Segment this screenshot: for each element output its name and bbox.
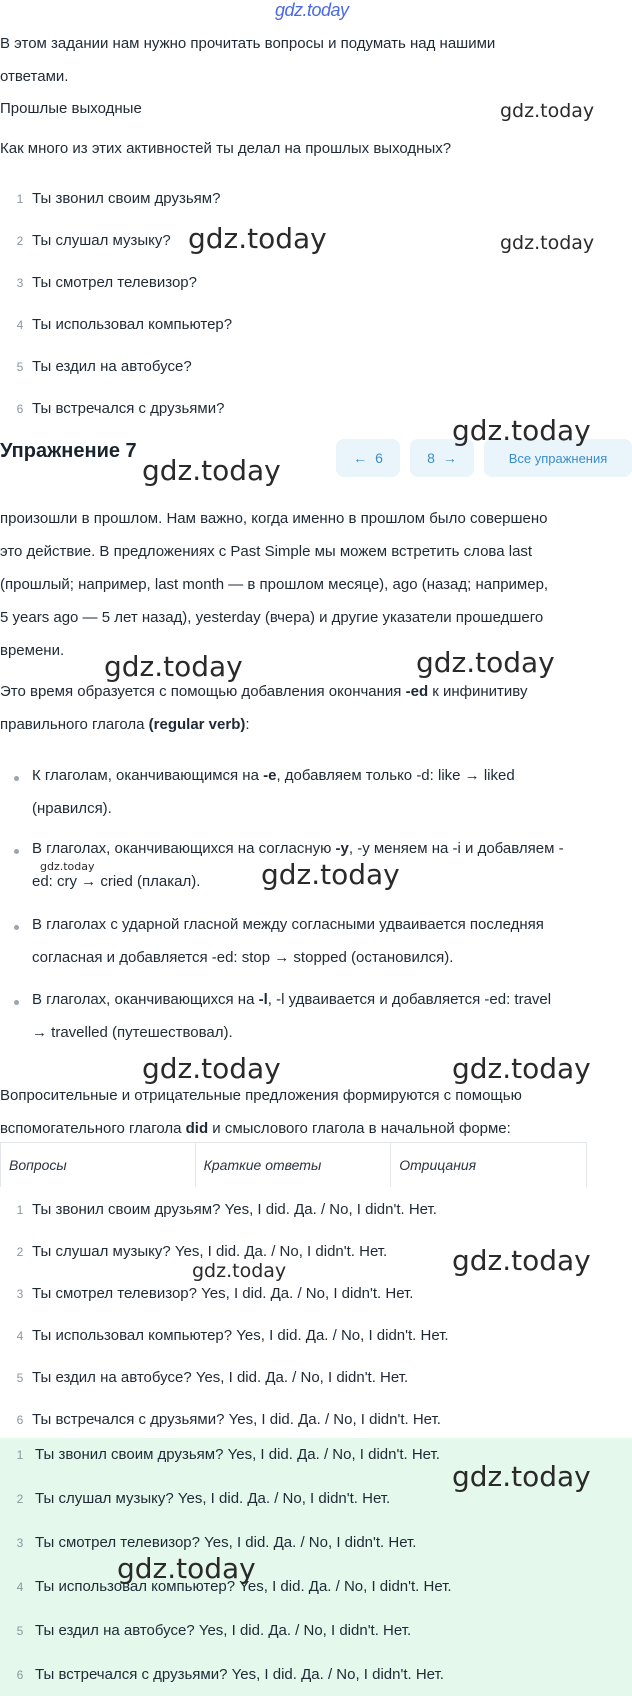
rule-line: К глаголам, оканчивающимся на -e, добавляем только -d: like → liked (32, 767, 515, 784)
arrow-left-icon: ← (353, 450, 368, 466)
question: Как много из этих активностей ты делал на прошлых выходных? (0, 140, 452, 157)
answer-item: 5 Ты ездил на автобусе? Yes, I did. Да. / No, I didn't. Нет. (16, 1622, 412, 1639)
answer-item: 2 Ты слушал музыку? Yes, I did. Да. / No, I didn't. Нет. (16, 1490, 391, 1507)
watermark: gdz.today (452, 1052, 591, 1085)
rule-line: В глаголах, оканчивающихся на согласную -y, -y меняем на -i и добавляем - (32, 840, 564, 857)
list-item: 5 Ты ездил на автобусе? (16, 358, 192, 375)
watermark: gdz.today (188, 222, 327, 255)
subtitle: Прошлые выходные (0, 100, 142, 117)
list-item: 2 Ты слушал музыку? (16, 232, 171, 249)
list-item: 3 Ты смотрел телевизор? (16, 274, 197, 291)
watermark: gdz.today (500, 232, 595, 254)
watermark: gdz.today (142, 1052, 281, 1085)
watermark: gdz.today (142, 454, 281, 487)
bullet (14, 849, 19, 854)
site-logo[interactable]: gdz.today (275, 0, 349, 20)
rule-line: → travelled (путешествовал). (32, 1024, 233, 1041)
rule-line: В глаголах, оканчивающихся на -l, -l удваивается и добавляется -ed: travel (32, 991, 552, 1008)
paragraph-line: Вопросительные и отрицательные предложения формируются с помощью (0, 1087, 522, 1104)
answer-item: 6 Ты встречался с друзьями? Yes, I did. Да. / No, I didn't. Нет. (16, 1666, 444, 1683)
watermark: gdz.today (452, 1460, 591, 1493)
table-header: Вопросы (1, 1143, 196, 1187)
answer-item: 3 Ты смотрел телевизор? Yes, I did. Да. / No, I didn't. Нет. (16, 1285, 414, 1302)
watermark: gdz.today (452, 1244, 591, 1277)
rule-line: ed: cry → cried (плакал). (32, 873, 201, 890)
forms-table (0, 1142, 587, 1187)
answer-item: 3 Ты смотрел телевизор? Yes, I did. Да. / No, I didn't. Нет. (16, 1534, 417, 1551)
answer-item: 6 Ты встречался с друзьями? Yes, I did. Да. / No, I didn't. Нет. (16, 1411, 441, 1428)
rule-line: согласная и добавляется -ed: stop → stopped (остановился). (32, 949, 454, 966)
bullet (14, 1000, 19, 1005)
list-item: 1 Ты звонил своим друзьям? (16, 190, 221, 207)
prev-exercise-button[interactable]: ← 6 (336, 439, 400, 477)
watermark: gdz.today (261, 858, 400, 891)
table-header: Краткие ответы (195, 1143, 391, 1187)
rule-line: (нравился). (32, 800, 112, 817)
intro-line-1: В этом задании нам нужно прочитать вопросы и подумать над нашими (0, 35, 496, 52)
paragraph-line: произошли в прошлом. Нам важно, когда именно в прошлом было совершено (0, 510, 548, 527)
bullet (14, 925, 19, 930)
answer-item: 4 Ты использовал компьютер? Yes, I did. Да. / No, I didn't. Нет. (16, 1578, 452, 1595)
answer-item: 1 Ты звонил своим друзьям? Yes, I did. Да. / No, I didn't. Нет. (16, 1446, 440, 1463)
answer-item: 4 Ты использовал компьютер? Yes, I did. Да. / No, I didn't. Нет. (16, 1327, 449, 1344)
table-header: Отрицания (391, 1143, 587, 1187)
answer-item: 1 Ты звонил своим друзьям? Yes, I did. Да. / No, I didn't. Нет. (16, 1201, 437, 1218)
paragraph-line: вспомогательного глагола did и смыслового глагола в начальной форме: (0, 1120, 511, 1137)
paragraph-line: это действие. В предложениях с Past Simple мы можем встретить слова last (0, 543, 533, 560)
paragraph-line: правильного глагола (regular verb): (0, 716, 250, 733)
arrow-right-icon: → (442, 450, 457, 466)
watermark: gdz.today (192, 1260, 287, 1282)
watermark: gdz.today (40, 860, 95, 873)
paragraph-line: (прошлый; например, last month — в прошлом месяце), ago (назад; например, (0, 576, 549, 593)
paragraph-line: Это время образуется с помощью добавления окончания -ed к инфинитиву (0, 683, 528, 700)
rule-line: В глаголах с ударной гласной между согласными удваивается последняя (32, 916, 544, 933)
watermark: gdz.today (500, 100, 595, 122)
watermark: gdz.today (104, 650, 243, 683)
intro-line-2: ответами. (0, 68, 69, 85)
answer-item: 5 Ты ездил на автобусе? Yes, I did. Да. / No, I didn't. Нет. (16, 1369, 409, 1386)
paragraph-line: 5 years ago — 5 лет назад), yesterday (вчера) и другие указатели прошедшего (0, 609, 544, 626)
exercise-title: Упражнение 7 (0, 440, 137, 462)
list-item: 6 Ты встречался с друзьями? (16, 400, 225, 417)
list-item: 4 Ты использовал компьютер? (16, 316, 233, 333)
watermark: gdz.today (117, 1552, 256, 1585)
next-exercise-button[interactable]: 8 → (410, 439, 474, 477)
all-exercises-button[interactable]: Все упражнения (484, 439, 632, 477)
bullet (14, 776, 19, 781)
answer-item: 2 Ты слушал музыку? Yes, I did. Да. / No, I didn't. Нет. (16, 1243, 388, 1260)
paragraph-line: времени. (0, 642, 65, 659)
watermark: gdz.today (452, 414, 591, 447)
watermark: gdz.today (416, 646, 555, 679)
